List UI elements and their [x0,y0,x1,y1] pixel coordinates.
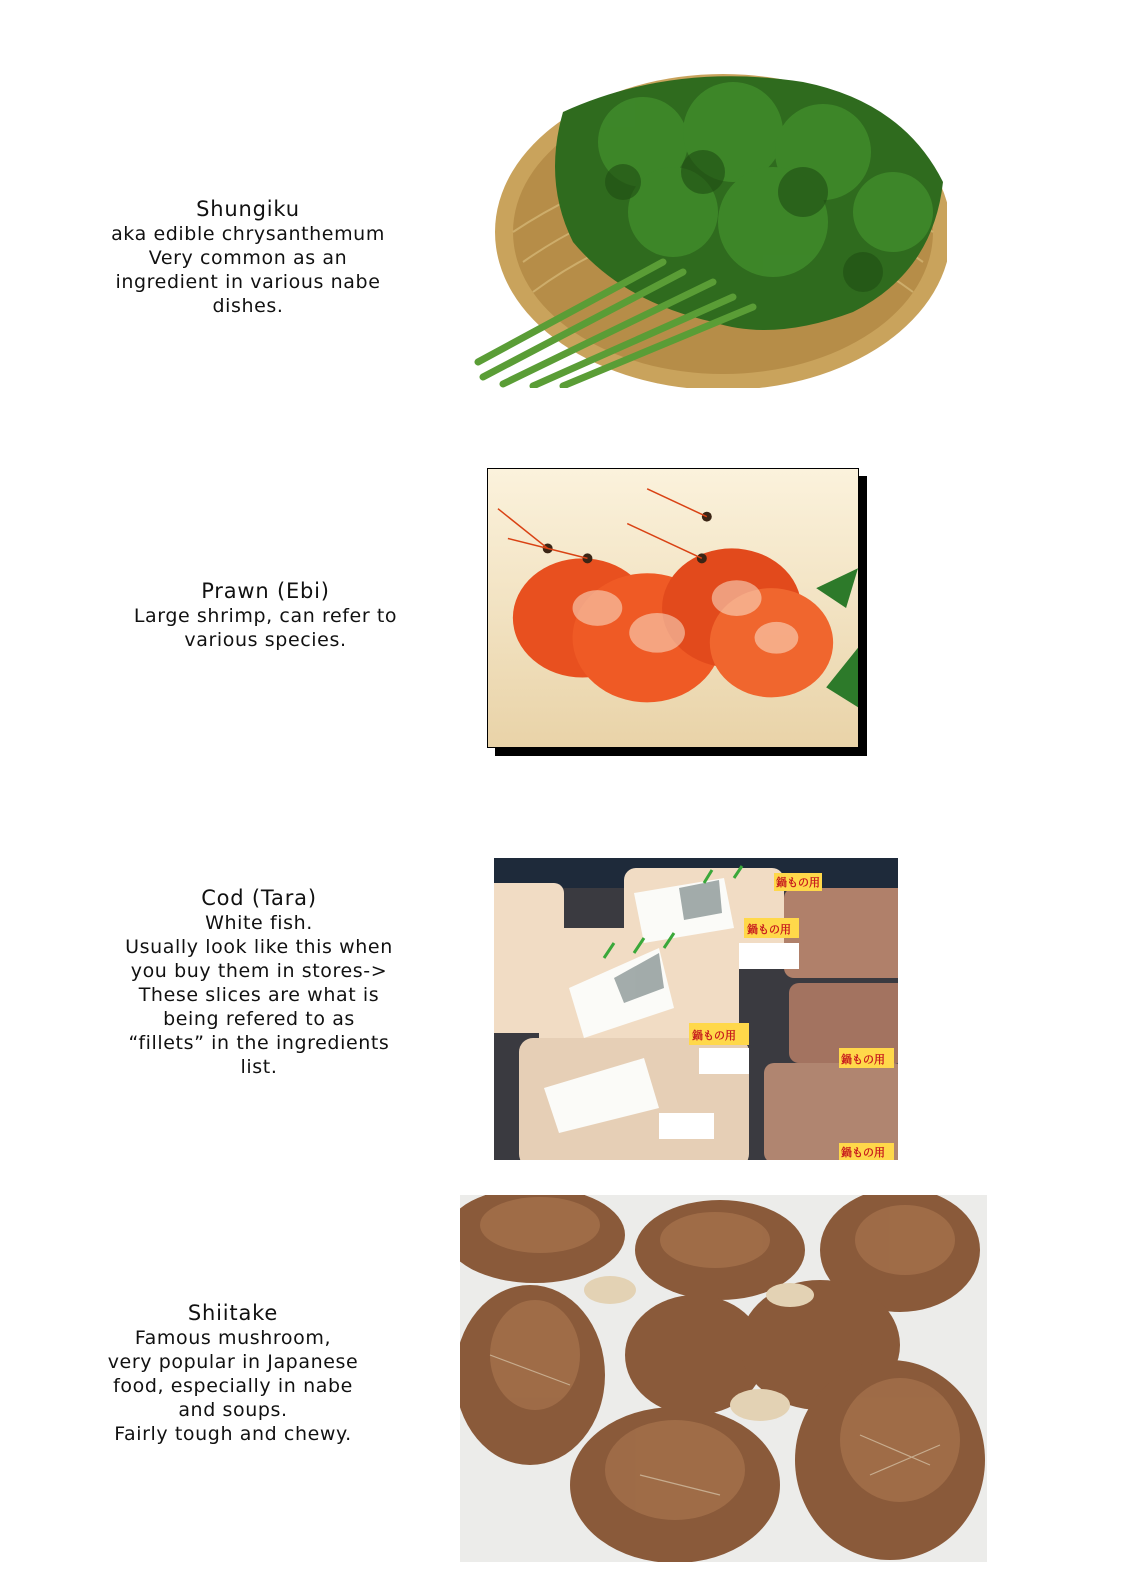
caption-title: Cod (Tara) [201,886,317,910]
caption-title: Shiitake [187,1301,279,1325]
caption-line: Very common as an [148,247,348,269]
caption-shiitake [83,1300,383,1446]
cod-label: 鍋もの用 [776,876,820,889]
caption-line: Fairly tough and chewy. [114,1423,352,1445]
prawn-photo-frame [487,468,867,756]
caption-line: Famous mushroom, [134,1327,332,1349]
caption-line: you buy them in stores-> [130,960,388,982]
caption-shungiku [88,196,408,318]
caption-line: dishes. [212,295,284,317]
shiitake-photo [460,1195,987,1562]
caption-line: Usually look like this when [125,936,393,958]
caption-line: various species. [184,629,347,651]
cod-label: 鍋もの用 [841,1146,885,1159]
caption-line: aka edible chrysanthemum [111,223,385,245]
cod-photo [494,858,898,1160]
caption-title: Shungiku [196,197,300,221]
prawn-photo [487,468,859,748]
caption-line: Large shrimp, can refer to [133,605,398,627]
caption-line: These slices are what is [138,984,380,1006]
shungiku-photo [473,72,947,388]
caption-line: ingredient in various nabe [115,271,381,293]
caption-line: list. [240,1056,278,1078]
caption-prawn [108,578,423,652]
cod-label: 鍋もの用 [747,923,791,936]
caption-cod [103,885,415,1079]
caption-title: Prawn (Ebi) [201,579,330,603]
caption-line: “fillets” in the ingredients [128,1032,390,1054]
caption-line: White fish. [205,912,313,934]
caption-line: very popular in Japanese [107,1351,359,1373]
cod-label: 鍋もの用 [841,1053,885,1066]
caption-line: being refered to as [163,1008,355,1030]
caption-line: and soups. [178,1399,288,1421]
cod-label: 鍋もの用 [692,1029,736,1042]
caption-line: food, especially in nabe [113,1375,353,1397]
